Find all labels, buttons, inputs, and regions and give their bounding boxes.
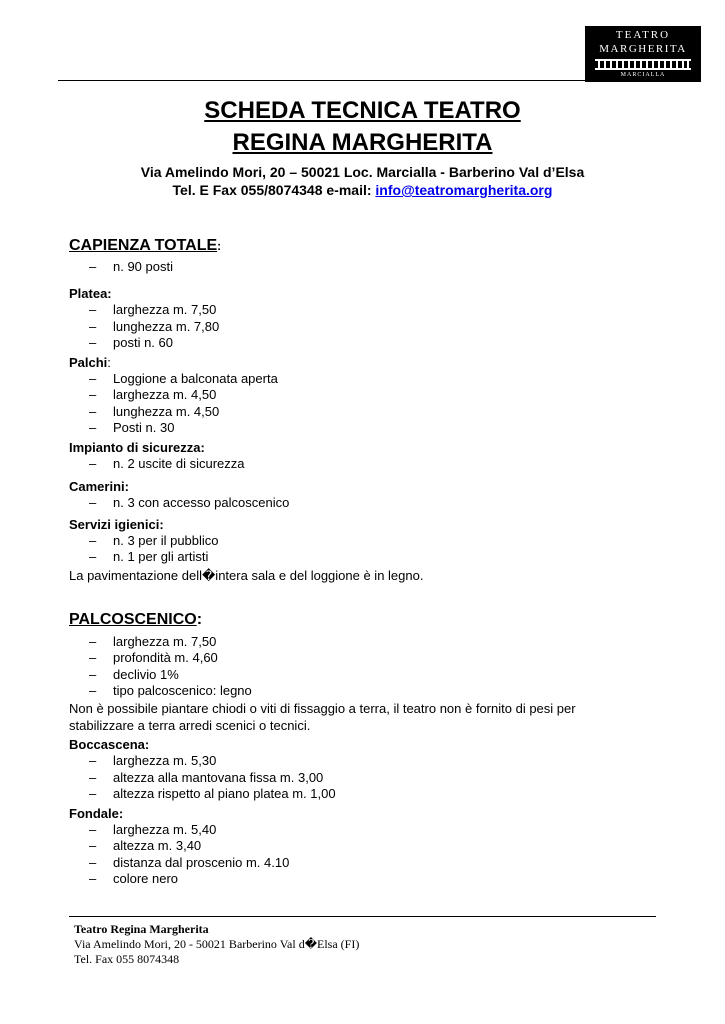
list-item: – declivio 1% xyxy=(89,666,179,682)
pavimentazione-note: La pavimentazione dell�intera sala e del loggione è in legno. xyxy=(69,567,424,583)
palchi-list xyxy=(69,371,669,436)
header-rule xyxy=(58,80,658,81)
page-footer xyxy=(74,922,359,967)
list-item: – n. 3 con accesso palcoscenico xyxy=(89,494,290,510)
list-item: – altezza m. 3,40 xyxy=(89,838,202,854)
email-link[interactable]: info@teatromargherita.org xyxy=(375,182,553,198)
platea-label: Platea: xyxy=(69,286,112,302)
logo-line-marcialla: MARCIALLA xyxy=(620,72,666,78)
fissaggio-note: Non è possibile piantare chiodi o viti di fissaggio a terra, il teatro non è fornito di pesi per stabilizzare a terra arredi scenici o tecnici. xyxy=(69,701,576,733)
list-item: – larghezza m. 4,50 xyxy=(89,387,217,403)
fondale-list xyxy=(69,822,669,887)
list-item: – larghezza m. 7,50 xyxy=(89,634,217,650)
list-item: – altezza rispetto al piano platea m. 1,00 xyxy=(89,785,336,801)
list-item: – n. 1 per gli artisti xyxy=(89,549,209,565)
list-item: – distanza dal proscenio m. 4.10 xyxy=(89,854,290,870)
document-body xyxy=(69,236,669,887)
list-item: – Posti n. 30 xyxy=(89,420,175,436)
palcoscenico-list xyxy=(69,634,669,699)
address-line: Via Amelindo Mori, 20 – 50021 Loc. Marcialla - Barberino Val d’Elsa xyxy=(140,164,585,180)
footer-address: Via Amelindo Mori, 20 - 50021 Barberino Val d�Elsa (FI) xyxy=(74,937,360,951)
page-title-line2: REGINA MARGHERITA xyxy=(232,129,493,156)
servizi-label: Servizi igienici: xyxy=(69,516,164,532)
capienza-heading: CAPIENZA TOTALE: xyxy=(69,237,222,254)
camerini-label: Camerini: xyxy=(69,478,129,494)
camerini-list xyxy=(69,495,669,511)
boccascena-label: Boccascena: xyxy=(69,737,150,753)
palcoscenico-heading: PALCOSCENICO: xyxy=(69,611,203,629)
logo-line-margherita: MARGHERITA xyxy=(599,43,687,55)
footer-tel: Tel. Fax 055 8074348 xyxy=(74,952,180,966)
list-item: – n. 2 uscite di sicurezza xyxy=(89,456,245,472)
servizi-list xyxy=(69,533,669,566)
list-item: – larghezza m. 5,30 xyxy=(89,753,217,769)
list-item: – tipo palcoscenico: legno xyxy=(89,682,252,698)
list-item: – larghezza m. 5,40 xyxy=(89,822,217,838)
boccascena-list xyxy=(69,753,669,802)
capienza-list xyxy=(69,259,669,275)
page-title-line1: SCHEDA TECNICA TEATRO xyxy=(204,97,521,124)
list-item: – altezza alla mantovana fissa m. 3,00 xyxy=(89,769,324,785)
list-item: – lunghezza m. 4,50 xyxy=(89,403,220,419)
colonnade-icon xyxy=(595,59,691,70)
contact-prefix: Tel. E Fax 055/8074348 e-mail: xyxy=(172,182,376,198)
platea-list xyxy=(69,302,669,351)
footer-rule xyxy=(69,916,656,917)
sicurezza-label: Impianto di sicurezza: xyxy=(69,440,205,456)
contact-line xyxy=(0,181,725,199)
list-item: – lunghezza m. 7,80 xyxy=(89,318,220,334)
list-item: – n. 3 per il pubblico xyxy=(89,532,219,548)
logo-line-teatro: TEATRO xyxy=(615,29,671,41)
list-item: – profondità m. 4,60 xyxy=(89,650,218,666)
palchi-label: Palchi: xyxy=(69,355,111,371)
sicurezza-list xyxy=(69,456,669,472)
list-item: – colore nero xyxy=(89,871,179,887)
theatre-logo xyxy=(585,26,701,82)
list-item: – posti n. 60 xyxy=(89,334,173,350)
footer-name: Teatro Regina Margherita xyxy=(74,922,209,936)
list-item: – Loggione a balconata aperta xyxy=(89,371,278,387)
list-item: – n. 90 posti xyxy=(89,259,173,274)
fondale-label: Fondale: xyxy=(69,806,124,822)
list-item: – larghezza m. 7,50 xyxy=(89,302,217,318)
